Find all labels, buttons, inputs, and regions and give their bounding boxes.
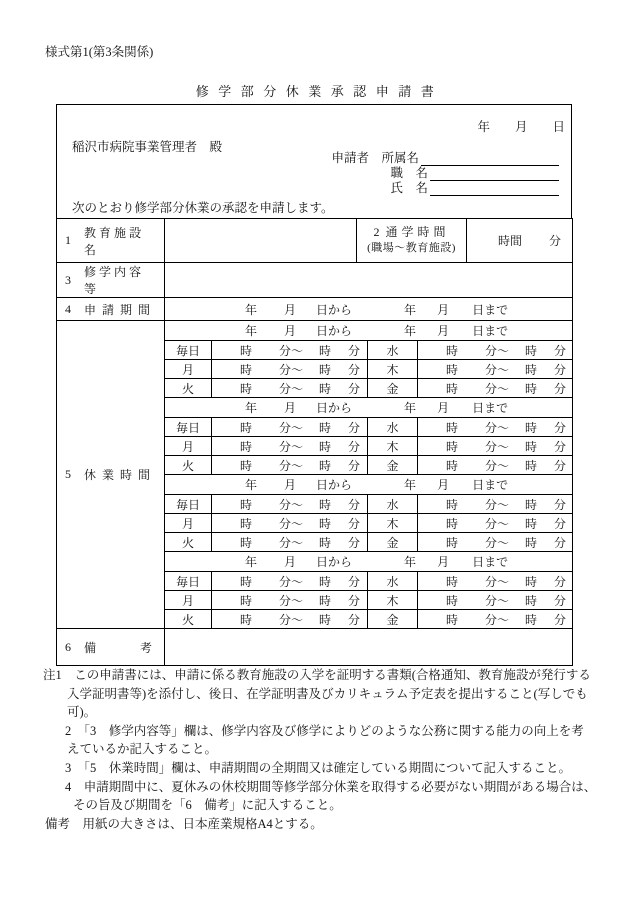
minute-tilde-label: 分〜 [485,612,510,627]
applicant-affiliation-row [331,151,559,166]
note-line: 注1 この申請書には、申請に係る教育施設の入学を証明する書類(合格通知、教育施設が発行する [43,668,591,682]
minute-label: 分 [554,612,567,627]
period-month-from: 月 [284,324,297,338]
time-range-cell [212,341,368,360]
table-row [57,219,573,263]
minute-label: 分 [554,516,567,531]
time-range-cell [418,341,573,360]
hour-label: 時 [525,362,538,377]
table-row [57,298,573,321]
hour-label: 時 [319,343,332,358]
minute-tilde-label: 分〜 [279,458,304,473]
commute-value-cell [467,219,573,263]
remarks-input-cell [165,629,573,666]
minute-label: 分 [348,535,361,550]
minute-tilde-label: 分〜 [485,458,510,473]
hour-label: 時 [525,439,538,454]
page-title: 修学部分休業承認申請書 [195,84,444,99]
minute-tilde-label: 分〜 [485,362,510,377]
minute-label: 分 [348,458,361,473]
leave-period-cell [165,552,573,572]
facility-input-cell [165,219,357,263]
period-year-from: 年 [245,555,258,569]
hour-label: 時 [446,381,459,396]
facility-number: 1 [65,233,71,247]
study-content-label: 修学内容等 [84,265,145,296]
hour-label: 時 [319,593,332,608]
hour-label: 時 [319,420,332,435]
period-day-to: 日まで [472,555,509,569]
minute-tilde-label: 分〜 [485,381,510,396]
period-year-to: 年 [404,401,417,415]
minute-tilde-label: 分〜 [279,593,304,608]
leave-time-label: 休業時間 [84,468,157,482]
hour-label: 時 [240,362,253,377]
day-label-cell: 水 [368,341,418,360]
date-line: 年 月 日 [477,120,565,134]
day-label-cell: 火 [165,456,212,475]
hour-label: 時 [446,439,459,454]
period-year-from: 年 [245,324,258,338]
time-range-cell [212,379,368,398]
remarks-label-cell [57,629,165,666]
period-day-to: 日まで [472,324,509,338]
application-period-input-cell [165,298,573,321]
note-line: 3 「5 休業時間」欄は、申請期間の全期間又は確定している期間について記入すること。 [65,760,572,775]
minute-label: 分 [348,516,361,531]
hour-unit-label: 時間 [498,234,523,248]
minute-tilde-label: 分〜 [485,516,510,531]
period-month-from: 月 [284,401,297,415]
leave-period-row [57,321,573,341]
time-range-cell [418,379,573,398]
day-label-cell: 月 [165,360,212,379]
period-month-from: 月 [284,555,297,569]
hour-label: 時 [319,574,332,589]
study-content-input-cell [165,263,573,298]
hour-label: 時 [319,381,332,396]
minute-tilde-label: 分〜 [279,343,304,358]
period-year-to: 年 [404,478,417,492]
time-range-cell [212,533,368,552]
hour-label: 時 [525,343,538,358]
period-day-from: 日から [316,478,353,492]
time-range-cell [418,514,573,533]
day-label-cell: 毎日 [165,341,212,360]
table-row [57,263,573,298]
period-year-to: 年 [404,302,417,317]
time-range-cell [212,360,368,379]
hour-label: 時 [240,535,253,550]
minute-label: 分 [554,574,567,589]
minute-tilde-label: 分〜 [485,343,510,358]
name-underline [430,181,559,196]
hour-label: 時 [446,362,459,377]
minute-tilde-label: 分〜 [485,535,510,550]
day-label-cell: 水 [368,572,418,591]
hour-label: 時 [525,535,538,550]
applicant-jobtitle-row [331,166,559,181]
minute-tilde-label: 分〜 [279,535,304,550]
commute-sublabel: (職場〜教育施設) [367,242,456,255]
day-label-cell: 毎日 [165,418,212,437]
day-label-cell: 金 [368,379,418,398]
minute-label: 分 [348,439,361,454]
applicant-name-row [331,181,559,196]
minute-tilde-label: 分〜 [279,420,304,435]
hour-label: 時 [319,535,332,550]
day-label-cell: 毎日 [165,572,212,591]
minute-tilde-label: 分〜 [485,420,510,435]
note-line: その旨及び期間を「6 備考」に記入すること。 [73,798,342,813]
time-range-cell [418,418,573,437]
day-label-cell: 月 [165,514,212,533]
period-day-from: 日から [316,555,353,569]
hour-label: 時 [525,612,538,627]
hour-label: 時 [319,516,332,531]
name-label: 氏 名 [390,181,428,195]
day-label-cell: 月 [165,437,212,456]
time-range-cell [212,572,368,591]
day-label-cell: 水 [368,495,418,514]
hour-label: 時 [319,612,332,627]
hour-label: 時 [525,593,538,608]
hour-label: 時 [319,362,332,377]
jobtitle-underline [430,166,559,181]
leave-period-cell [165,321,573,341]
hour-label: 時 [319,497,332,512]
minute-tilde-label: 分〜 [279,497,304,512]
time-range-cell [418,591,573,610]
day-label-cell: 水 [368,418,418,437]
leave-time-label-cell [57,321,165,629]
minute-tilde-label: 分〜 [279,516,304,531]
hour-label: 時 [240,381,253,396]
minute-tilde-label: 分〜 [279,381,304,396]
minute-tilde-label: 分〜 [485,574,510,589]
period-day-from: 日から [316,401,353,415]
hour-label: 時 [525,574,538,589]
hour-label: 時 [525,497,538,512]
minute-tilde-label: 分〜 [279,574,304,589]
leave-period-cell [165,398,573,418]
application-period-number: 4 [65,301,71,316]
period-day-to: 日まで [472,302,509,317]
minute-tilde-label: 分〜 [485,439,510,454]
time-range-cell [212,456,368,475]
minute-label: 分 [348,593,361,608]
period-year-to: 年 [404,555,417,569]
note-line: 4 申請期間中に、夏休みの休校期間等修学部分休業を取得する必要がない期間がある場合は、 [65,779,597,794]
day-label-cell: 木 [368,591,418,610]
note-line: えているか記入すること。 [67,742,218,757]
minute-label: 分 [554,362,567,377]
minute-label: 分 [554,458,567,473]
hour-label: 時 [446,612,459,627]
hour-label: 時 [525,381,538,396]
time-range-cell [212,418,368,437]
hour-label: 時 [525,420,538,435]
day-label-cell: 木 [368,360,418,379]
minute-label: 分 [554,439,567,454]
facility-label-cell [57,219,165,263]
affiliation-label: 申請者 所属名 [331,151,419,165]
minute-label: 分 [348,420,361,435]
facility-label: 教育施設名 [84,225,145,257]
remarks-label-right: 考 [139,640,152,655]
hour-label: 時 [240,458,253,473]
leave-time-number: 5 [65,467,71,481]
time-range-cell [418,456,573,475]
time-range-cell [418,572,573,591]
period-day-from: 日から [316,324,353,338]
period-day-to: 日まで [472,401,509,415]
hour-label: 時 [446,574,459,589]
hour-label: 時 [240,420,253,435]
period-year-from: 年 [245,478,258,492]
hour-label: 時 [446,593,459,608]
jobtitle-label: 職 名 [390,166,428,180]
table-row [57,629,573,666]
period-year-from: 年 [245,302,258,317]
hour-label: 時 [240,343,253,358]
hour-label: 時 [240,574,253,589]
period-day-to: 日まで [472,478,509,492]
commute-label-cell [357,219,467,263]
hour-label: 時 [446,420,459,435]
notes-block [0,666,630,833]
minute-label: 分 [348,381,361,396]
minute-label: 分 [348,574,361,589]
period-month-to: 月 [437,302,450,317]
minute-label: 分 [348,497,361,512]
minute-label: 分 [348,612,361,627]
period-month-from: 月 [284,478,297,492]
day-label-cell: 火 [165,610,212,629]
period-month-from: 月 [284,302,297,317]
form-code: 様式第1(第3条関係) [45,45,154,59]
minute-tilde-label: 分〜 [485,497,510,512]
hour-label: 時 [240,439,253,454]
day-label-cell: 金 [368,610,418,629]
period-day-from: 日から [316,302,353,317]
commute-label: 通学時間 [385,224,450,239]
time-range-cell [418,610,573,629]
remarks-number: 6 [65,639,71,654]
hour-label: 時 [240,593,253,608]
period-year-to: 年 [404,324,417,338]
period-year-from: 年 [245,401,258,415]
hour-label: 時 [446,343,459,358]
minute-tilde-label: 分〜 [279,612,304,627]
minute-label: 分 [348,362,361,377]
hour-label: 時 [319,458,332,473]
minute-label: 分 [554,381,567,396]
hour-label: 時 [240,516,253,531]
time-range-cell [212,437,368,456]
time-range-cell [212,610,368,629]
applicant-block [331,151,559,196]
minute-label: 分 [554,535,567,550]
minute-label: 分 [348,343,361,358]
day-label-cell: 木 [368,514,418,533]
note-line: 2 「3 修学内容等」欄は、修学内容及び修学によりどのような公務に関する能力の向上を考 [65,723,584,738]
day-label-cell: 木 [368,437,418,456]
minute-label: 分 [554,497,567,512]
day-label-cell: 火 [165,379,212,398]
form-table [56,218,573,666]
commute-number: 2 [373,224,380,239]
note-line: 可)。 [67,705,97,720]
period-month-to: 月 [437,324,450,338]
time-range-cell [418,495,573,514]
minute-label: 分 [554,343,567,358]
hour-label: 時 [525,516,538,531]
time-range-cell [418,533,573,552]
application-period-label-cell [57,298,165,321]
hour-label: 時 [240,612,253,627]
period-month-to: 月 [437,555,450,569]
time-range-cell [418,437,573,456]
form-header-box [56,104,572,218]
hour-label: 時 [525,458,538,473]
hour-label: 時 [446,497,459,512]
note-line: 備考 用紙の大きさは、日本産業規格A4とする。 [45,816,323,831]
time-range-cell [212,514,368,533]
affiliation-underline [421,151,559,166]
time-range-cell [418,360,573,379]
day-label-cell: 金 [368,533,418,552]
day-label-cell: 月 [165,591,212,610]
period-month-to: 月 [437,478,450,492]
application-statement: 次のとおり修学部分休業の承認を申請します。 [72,201,334,215]
application-period-label: 申請期間 [84,302,157,317]
hour-label: 時 [319,439,332,454]
study-content-number: 3 [65,272,71,287]
leave-section-body [57,321,573,629]
time-range-cell [212,495,368,514]
study-content-label-cell [57,263,165,298]
minute-tilde-label: 分〜 [279,439,304,454]
note-line: 入学証明書等)を添付し、後日、在学証明書及びカリキュラム予定表を提出すること(写しでも [67,686,588,701]
minute-label: 分 [554,593,567,608]
minute-tilde-label: 分〜 [279,362,304,377]
addressee: 稲沢市病院事業管理者 殿 [72,140,223,154]
day-label-cell: 火 [165,533,212,552]
day-label-cell: 金 [368,456,418,475]
minute-unit-label: 分 [549,234,562,248]
hour-label: 時 [446,458,459,473]
minute-label: 分 [554,420,567,435]
day-label-cell: 毎日 [165,495,212,514]
hour-label: 時 [240,497,253,512]
time-range-cell [212,591,368,610]
hour-label: 時 [446,516,459,531]
remarks-label-left: 備 [84,640,97,655]
hour-label: 時 [446,535,459,550]
leave-period-cell [165,475,573,495]
period-month-to: 月 [437,401,450,415]
minute-tilde-label: 分〜 [485,593,510,608]
